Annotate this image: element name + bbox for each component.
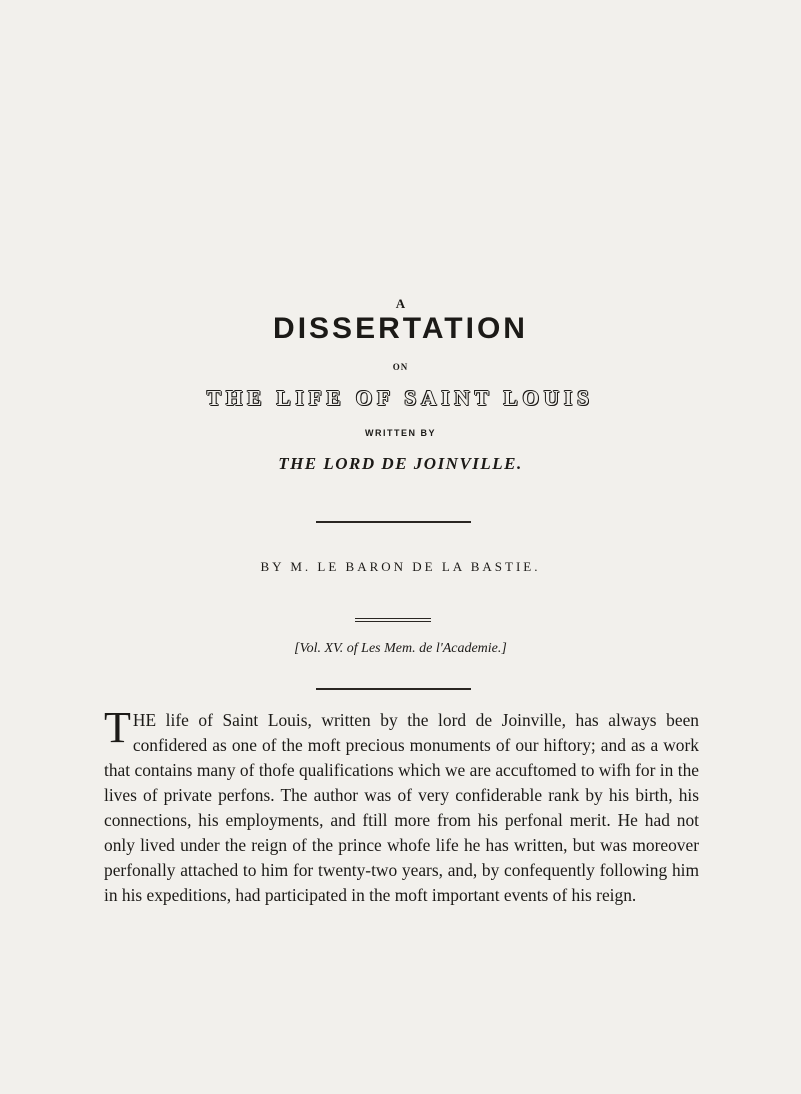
heading-article: A xyxy=(395,296,406,311)
subject-heading: THE LIFE OF SAINT LOUIS xyxy=(207,386,594,410)
author-name: THE LORD DE JOINVILLE. xyxy=(278,454,523,473)
body-paragraph xyxy=(104,703,699,908)
double-rule-top xyxy=(355,618,431,619)
heading-on: ON xyxy=(392,362,409,372)
written-by-label: WRITTEN BY xyxy=(365,428,436,438)
divider-rule xyxy=(316,521,471,523)
paragraph-text: HE life of Saint Louis, written by the lord de Joinville, has always been confidered as one of the moft precious monuments of our hiftory; and as a work that contains many of thofe qualifications which we are accuftomed to wifh for in the lives of private perfons. The author was of very confiderable rank by his birth, his connections, his employments, and ftill more from his perfonal merit. He had not only lived under the reign of the prince whofe life he has written, but was moreover perfonally attached to him for twenty-two years, and, by confequently following him in his expeditions, had participated in the moft important events of his reign. xyxy=(104,710,699,905)
byline: BY M. LE BARON DE LA BASTIE. xyxy=(260,559,541,574)
page-title: DISSERTATION xyxy=(273,312,528,345)
drop-cap: T xyxy=(104,703,131,752)
divider-rule-lower xyxy=(316,688,471,690)
double-rule-bottom xyxy=(355,621,431,622)
source-reference: [Vol. XV. of Les Mem. de l'Academie.] xyxy=(294,641,507,656)
